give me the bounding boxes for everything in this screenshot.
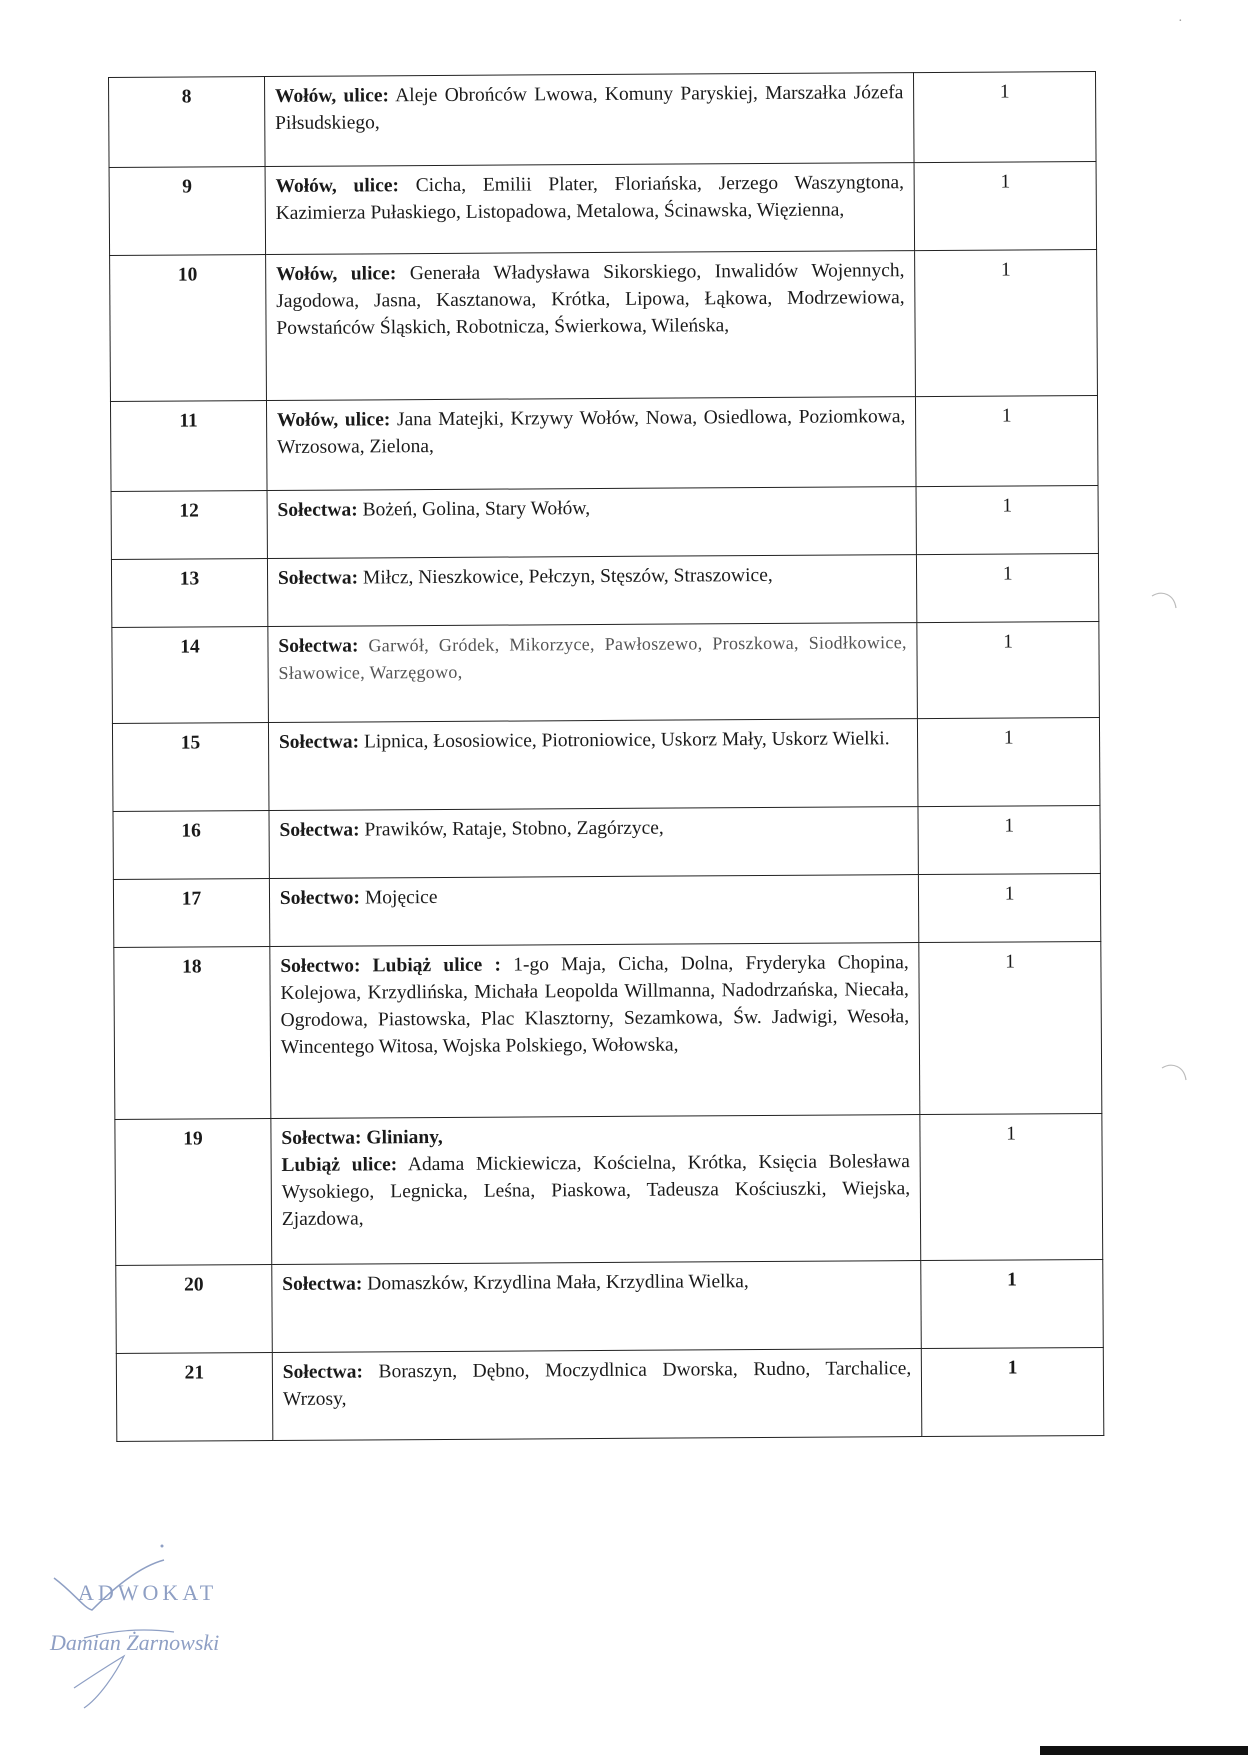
district-streets: Miłcz, Nieszkowice, Pełczyn, Stęszów, Straszowice, (362, 564, 773, 589)
table-row (116, 1347, 1104, 1441)
district-prefix: Wołów, ulice: (274, 85, 390, 107)
district-description (272, 1261, 922, 1353)
scan-mark: · (1178, 14, 1183, 29)
lawyer-stamp (44, 1538, 274, 1718)
district-description (267, 487, 917, 559)
district-prefix: Wołów, ulice: (275, 175, 400, 197)
district-prefix: Sołectwa: (277, 567, 359, 589)
district-number: 10 (110, 255, 267, 402)
district-streets: Prawików, Rataje, Stobno, Zagórzyce, (364, 817, 664, 841)
table-row (114, 941, 1102, 1119)
table-row (112, 621, 1100, 723)
mandate-count: 1 (917, 621, 1099, 718)
district-streets: Lipnica, Łososiowice, Piotroniowice, Uskorz Mały, Uskorz Wielki. (363, 728, 890, 753)
district-streets: Bożeń, Golina, Stary Wołów, (362, 498, 591, 521)
district-prefix: Sołectwa: (282, 1361, 363, 1383)
mandate-count: 1 (918, 805, 1100, 874)
district-number: 19 (115, 1119, 272, 1266)
district-streets: Generała Władysława Sikorskiego, Inwalidów Wojennych, Jagodowa, Jasna, Kasztanowa, Krótka, Lipowa, Łąkowa, Modrzewiowa, Powstańców Śląskich, Robotnicza, Świerkowa, Wileńska, (276, 260, 905, 339)
table-row (110, 249, 1098, 401)
district-streets: Garwół, Gródek, Mikorzyce, Pawłoszewo, Proszkowa, Siodłkowice, Sławowice, Warzęgowo, (278, 632, 907, 683)
district-streets: Cicha, Emilii Plater, Floriańska, Jerzego Waszyngtona, Kazimierza Pułaskiego, Listopadowa, Metalowa, Ścinawska, Więzienna, (275, 172, 905, 224)
district-description (268, 719, 918, 811)
table-row (116, 1259, 1104, 1353)
table-row (113, 805, 1100, 879)
district-number: 21 (116, 1353, 272, 1442)
mandate-count: 1 (915, 249, 1098, 396)
table-row (111, 553, 1098, 627)
district-streets: 1-go Maja, Cicha, Dolna, Fryderyka Chopina, Kolejowa, Krzydlińska, Michała Leopolda Willmanna, Nadodrzańska, Niecała, Ogrodowa, Piastowska, Plac Klasztorny, Sezamkowa, Św. Jadwigi, Wesoła, Wincentego Witosa, Wojska Polskiego, Wołowska, (280, 952, 910, 1058)
district-prefix-secondary: Lubiąż ulice: (281, 1154, 398, 1176)
district-prefix: Sołectwa: (277, 499, 358, 521)
punch-hole-mark (1150, 590, 1180, 620)
mandate-count: 1 (916, 485, 1098, 554)
district-description (264, 73, 914, 167)
table-row (113, 873, 1100, 947)
district-description (271, 1115, 921, 1265)
mandate-count: 1 (914, 71, 1096, 162)
district-number: 16 (113, 811, 269, 880)
district-streets: Mojęcice (364, 887, 438, 909)
district-description (272, 1349, 922, 1441)
mandate-count: 1 (920, 1113, 1103, 1260)
table-row (109, 71, 1097, 167)
district-description (270, 943, 920, 1119)
table-row (110, 395, 1098, 491)
district-streets: Adama Mickiewicza, Kościelna, Krótka, Księcia Bolesława Wysokiego, Legnicka, Leśna, Piaskowa, Tadeusza Kościuszki, Wiejska, Zjazdowa, (281, 1151, 911, 1230)
district-prefix: Wołów, ulice: (276, 409, 391, 431)
punch-hole-mark (1160, 1062, 1190, 1092)
mandate-count: 1 (919, 941, 1102, 1114)
district-prefix: Sołectwa: (278, 635, 359, 657)
district-number: 14 (112, 627, 268, 724)
mandate-count: 1 (916, 395, 1098, 486)
district-description (267, 555, 917, 627)
district-description (265, 163, 915, 255)
district-prefix: Sołectwa: (282, 1273, 363, 1295)
district-description (266, 397, 916, 491)
district-streets: Boraszyn, Dębno, Moczydlnica Dworska, Rudno, Tarchalice, Wrzosy, (282, 1358, 912, 1410)
district-number: 17 (113, 879, 269, 948)
mandate-count: 1 (914, 161, 1096, 250)
electoral-districts-table (108, 71, 1104, 1442)
district-streets: Domaszków, Krzydlina Mała, Krzydlina Wielka, (367, 1271, 749, 1295)
stamp-title: ADWOKAT (78, 1580, 218, 1605)
district-prefix: Sołectwo: (279, 887, 361, 909)
district-number: 18 (114, 947, 271, 1120)
district-description (269, 875, 919, 947)
table-row (112, 717, 1100, 811)
district-prefix: Sołectwa: (279, 819, 360, 841)
mandate-count: 1 (921, 1259, 1103, 1348)
district-number: 20 (116, 1265, 272, 1354)
stamp-name: Damian Żarnowski (50, 1630, 220, 1655)
district-prefix: Sołectwa: (278, 731, 360, 753)
mandate-count: 1 (919, 873, 1101, 942)
district-description (269, 807, 919, 879)
scan-edge (1040, 1746, 1248, 1755)
district-number: 12 (111, 491, 267, 560)
district-prefix: Sołectwa: Gliniany, (281, 1126, 443, 1149)
district-number: 11 (110, 401, 266, 492)
mandate-count: 1 (918, 717, 1100, 806)
mandate-count: 1 (917, 553, 1099, 622)
district-streets: Jana Matejki, Krzywy Wołów, Nowa, Osiedlowa, Poziomkowa, Wrzosowa, Zielona, (277, 406, 906, 458)
district-number: 8 (109, 77, 265, 168)
table-row (109, 161, 1097, 255)
mandate-count: 1 (922, 1347, 1104, 1436)
district-number: 9 (109, 167, 265, 256)
district-number: 15 (112, 723, 268, 812)
district-number: 13 (111, 559, 267, 628)
district-prefix: Sołectwo: Lubiąż ulice : (280, 954, 502, 977)
district-description (268, 623, 918, 723)
district-description (265, 251, 915, 401)
table-row (115, 1113, 1103, 1265)
stamp-signature-strokes (44, 1538, 274, 1718)
table-row (111, 485, 1098, 559)
district-prefix: Wołów, ulice: (276, 263, 397, 285)
district-streets: Aleje Obrońców Lwowa, Komuny Paryskiej, Marszałka Józefa Piłsudskiego, (275, 82, 904, 134)
